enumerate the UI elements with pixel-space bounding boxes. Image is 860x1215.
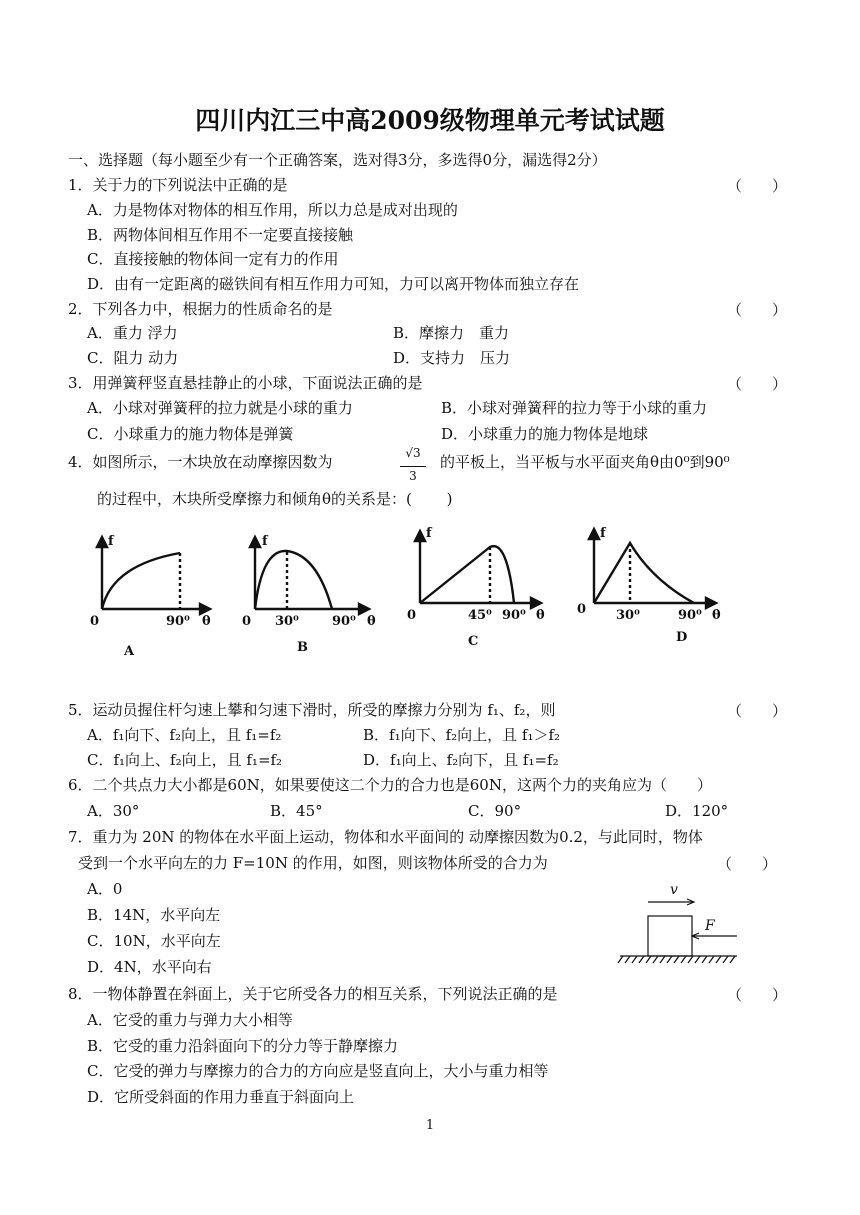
graph-a-x-arrow: [200, 604, 210, 614]
page-number: 1: [425, 1118, 435, 1133]
q8-option-c: C．它受的弹力与摩擦力的合力的方向应是竖直向上，大小与重力相等: [87, 1062, 549, 1080]
graph-d-origin: 0: [577, 602, 587, 617]
q7-figure: [615, 880, 745, 966]
graph-b-y-arrow: [250, 537, 260, 547]
graph-a: [97, 537, 210, 614]
graph-a-label: A: [124, 644, 135, 659]
q6-stem: 6．二个共点力大小都是60N，如果要使这二个力的合力也是60N，这两个力的夹角应为（ ）: [68, 776, 712, 794]
graph-d-y-arrow: [589, 529, 599, 539]
q5-option-d: D．f₁向上、f₂向下，且 f₁=f₂: [363, 751, 559, 769]
graph-c-y-arrow: [415, 531, 425, 541]
graph-c-label: C: [468, 634, 479, 649]
q1-option-a: A．力是物体对物体的相互作用，所以力总是成对出现的: [87, 201, 458, 219]
q7-figure-svg: [615, 880, 745, 966]
q7-answer-paren: （ ）: [717, 855, 778, 873]
section-heading: 一、选择题（每小题至少有一个正确答案，选对得3分，多选得0分，漏选得2分）: [68, 151, 607, 169]
graph-b-ylabel: f: [262, 534, 268, 549]
q7-option-d: D．4N，水平向右: [87, 958, 212, 976]
q2-answer-paren: （ ）: [727, 301, 788, 319]
q2-option-d: D．支持力 压力: [393, 349, 511, 367]
graph-a-curve: [102, 553, 180, 609]
q2-option-a: A．重力 浮力: [87, 324, 178, 342]
q3-option-b: B．小球对弹簧秤的拉力等于小球的重力: [441, 399, 708, 417]
q2-option-b: B．摩擦力 重力: [393, 324, 510, 342]
graph-a-xlabel: θ: [202, 614, 211, 629]
q4-fraction-bar: [400, 466, 426, 467]
q7-option-c: C．10N，水平向左: [87, 932, 221, 950]
q3-answer-paren: （ ）: [727, 375, 788, 393]
graph-c-origin: 0: [407, 608, 417, 623]
graph-a-y-arrow: [97, 537, 107, 547]
graph-d-x-arrow: [706, 598, 716, 608]
q6-option-d: D．120°: [665, 802, 729, 820]
q4-stem-part1: 4．如图所示，一木块放在动摩擦因数为: [68, 453, 333, 471]
q4-stem-part2: 的平板上，当平板与水平面夹角θ由0⁰到90⁰: [440, 453, 730, 471]
graph-c-xlabel: θ: [536, 608, 545, 623]
graph-d-tick1: 30⁰: [616, 608, 640, 623]
graph-c-ylabel: f: [426, 526, 432, 541]
graph-b-curve: [255, 551, 332, 609]
q6-option-b: B．45°: [270, 802, 323, 820]
graph-c-tick1: 45⁰: [468, 608, 492, 623]
page-title: 四川内江三中高2009级物理单元考试试题: [195, 106, 665, 135]
q3-option-a: A．小球对弹簧秤的拉力就是小球的重力: [87, 399, 353, 417]
q7-option-b: B．14N，水平向左: [87, 906, 221, 924]
graph-d: [589, 529, 716, 608]
graph-a-ylabel: f: [108, 534, 114, 549]
q5-option-c: C．f₁向上、f₂向上，且 f₁=f₂: [87, 751, 283, 769]
q4-stem-part3: 的过程中，木块所受摩擦力和倾角θ的关系是：( ): [97, 490, 453, 508]
graph-a-origin: 0: [90, 614, 100, 629]
q2-option-c: C．阻力 动力: [87, 349, 179, 367]
graph-c-tick: 90⁰: [502, 608, 526, 623]
q4-fraction-numerator: √3: [405, 446, 421, 460]
q2-stem: 2．下列各力中，根据力的性质命名的是: [68, 300, 333, 318]
graph-d-tick: 90⁰: [678, 608, 702, 623]
q8-option-a: A．它受的重力与弹力大小相等: [87, 1011, 293, 1029]
graph-b-x-arrow: [359, 604, 369, 614]
graph-d-curve: [594, 543, 694, 603]
graph-b: [250, 537, 369, 614]
graph-d-label: D: [676, 630, 688, 645]
q7-stem-line2: 受到一个水平向左的力 F=10N 的作用，如图，则该物体所受的合力为: [78, 854, 548, 872]
q5-option-b: B．f₁向下、f₂向上，且 f₁＞f₂: [363, 726, 561, 744]
q3-option-d: D．小球重力的施力物体是地球: [441, 425, 649, 443]
q1-stem: 1．关于力的下列说法中正确的是: [68, 176, 288, 194]
graph-c: [415, 531, 541, 608]
q8-answer-paren: （ ）: [727, 986, 788, 1004]
q5-option-a: A．f₁向下、f₂向上，且 f₁=f₂: [87, 726, 282, 744]
graph-c-x-arrow: [531, 598, 541, 608]
q1-option-c: C．直接接触的物体间一定有力的作用: [87, 250, 339, 268]
ground-hatching: [618, 956, 735, 963]
q5-stem: 5．运动员握住杆匀速上攀和匀速下滑时，所受的摩擦力分别为 f₁、f₂，则: [68, 701, 556, 719]
q1-option-d: D．由有一定距离的磁铁间有相互作用力可知，力可以离开物体而独立存在: [87, 275, 580, 293]
graph-d-xlabel: θ: [712, 608, 721, 623]
q6-option-a: A．30°: [87, 802, 140, 820]
graph-b-xlabel: θ: [367, 614, 376, 629]
block: [648, 916, 692, 956]
q6-option-c: C．90°: [468, 802, 522, 820]
q8-stem: 8．一物体静置在斜面上，关于它所受各力的相互关系，下列说法正确的是: [68, 985, 558, 1003]
graph-b-origin: 0: [242, 614, 252, 629]
q3-stem: 3．用弹簧秤竖直悬挂静止的小球，下面说法正确的是: [68, 374, 423, 392]
force-label: F: [705, 918, 715, 934]
q4-graphs: [82, 525, 742, 660]
graph-a-tick: 90⁰: [166, 614, 190, 629]
q8-option-b: B．它受的重力沿斜面向下的分力等于静摩擦力: [87, 1037, 399, 1055]
q7-stem-line1: 7．重力为 20N 的物体在水平面上运动，物体和水平面间的 动摩擦因数为0.2，与此同时，物体: [68, 828, 703, 846]
q8-option-d: D．它所受斜面的作用力垂直于斜面向上: [87, 1088, 355, 1106]
graph-b-tick: 90⁰: [332, 614, 356, 629]
q7-option-a: A．0: [87, 880, 123, 898]
q1-option-b: B．两物体间相互作用不一定要直接接触: [87, 226, 354, 244]
q3-option-c: C．小球重力的施力物体是弹簧: [87, 425, 294, 443]
graph-c-curve: [420, 546, 514, 603]
velocity-label: v: [670, 882, 678, 898]
graph-b-label: B: [297, 640, 308, 655]
q4-graphs-svg: [82, 525, 742, 660]
q1-answer-paren: （ ）: [727, 177, 788, 195]
graph-b-tick1: 30⁰: [275, 614, 299, 629]
q4-fraction-denominator: 3: [409, 469, 417, 483]
graph-d-ylabel: f: [600, 526, 606, 541]
q5-answer-paren: （ ）: [727, 702, 788, 720]
